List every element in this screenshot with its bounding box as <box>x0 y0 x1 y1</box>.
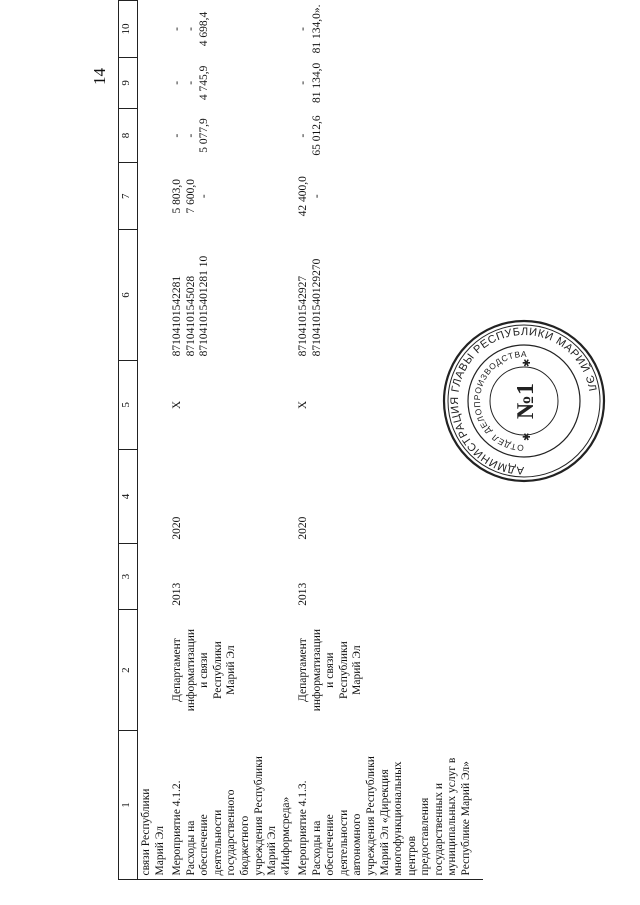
text-line: 5 077,9 <box>198 118 211 153</box>
text-line: учреждения Республики <box>365 756 377 876</box>
page-number: 14 <box>90 68 109 85</box>
text-line: 87104101542927 <box>297 275 310 357</box>
text-line: автономного <box>351 813 364 876</box>
text-line: Расходы на <box>310 820 323 876</box>
text-line: информатизации <box>184 628 197 712</box>
row1-col10 <box>169 1 295 58</box>
text-line: 65 012,6 <box>310 115 323 156</box>
text-line: Республики <box>337 641 350 699</box>
text-line: обеспечение <box>198 814 211 876</box>
text-line: связи Республики <box>140 788 152 876</box>
text-line: «Информсреда» <box>279 796 292 876</box>
text-line: - <box>297 133 310 138</box>
row1-department <box>169 610 295 731</box>
col-header-4: 4 <box>119 450 138 544</box>
text-line: деятельности <box>211 809 224 876</box>
text-line: Марий Эл <box>225 645 238 695</box>
text-line: - <box>184 27 197 31</box>
text-line: и связи <box>198 652 211 688</box>
text-line: 81 134,0». <box>310 4 323 54</box>
text-line: - <box>171 27 184 31</box>
row2-mark: Х <box>297 400 310 410</box>
col-header-8: 8 <box>119 108 138 163</box>
row2-start-year: 2013 <box>297 582 310 606</box>
row2-col7 <box>295 163 475 230</box>
text-line: Марий Эл <box>351 645 364 695</box>
text-line: 5 803,0 <box>171 178 184 214</box>
text-line: - <box>184 133 197 138</box>
stamp-inner-text: ОТДЕЛ ДЕЛОПРОИЗВОДСТВА <box>471 348 528 454</box>
text-line: Марий Эл <box>266 826 279 876</box>
text-line: центров <box>405 835 418 876</box>
col-header-2: 2 <box>119 610 138 731</box>
table-row <box>138 1 170 880</box>
text-line: - <box>198 194 211 199</box>
row2-col10 <box>295 1 475 58</box>
stamp-outer-text: АДМИНИСТРАЦИЯ ГЛАВЫ РЕСПУБЛИКИ МАРИЙ ЭЛ <box>448 325 599 477</box>
text-line: 87104101540129270 <box>310 258 323 357</box>
text-line: 42 400,0 <box>297 176 310 217</box>
text-line: 87104101542281 <box>171 275 184 357</box>
text-line: 7 600,0 <box>184 178 197 214</box>
row1-description <box>169 730 295 879</box>
col-header-5: 5 <box>119 360 138 449</box>
stamp-star-icon: ✱ <box>522 358 533 367</box>
col-header-10: 10 <box>119 1 138 58</box>
text-line: - <box>310 194 323 199</box>
row1-codes <box>169 230 295 361</box>
row1-end-year: 2020 <box>171 516 184 540</box>
header-row <box>119 1 138 880</box>
row0-description <box>138 730 170 879</box>
text-line: Марий Эл <box>153 826 166 876</box>
col-header-7: 7 <box>119 163 138 230</box>
text-line: государственных и <box>432 782 445 876</box>
text-line: бюджетного <box>238 815 251 876</box>
row2-description <box>295 730 475 879</box>
col-header-9: 9 <box>119 57 138 108</box>
text-line: 81 134,0 <box>310 62 323 103</box>
col-header-3: 3 <box>119 544 138 610</box>
text-line: 4 745,9 <box>198 65 211 101</box>
text-line: многофункциональных <box>392 761 405 876</box>
row1-mark: Х <box>171 400 184 410</box>
text-line: - <box>297 27 310 31</box>
text-line: учреждения Республики <box>252 756 265 876</box>
text-line: Департамент <box>171 638 184 702</box>
budget-table <box>118 0 476 880</box>
text-line: государственного <box>225 789 238 876</box>
text-line: 871041015401281 10 <box>198 255 211 357</box>
text-line: обеспечение <box>324 814 337 876</box>
row1-start-year: 2013 <box>171 582 184 606</box>
row2-col9 <box>295 57 475 108</box>
text-line: - <box>171 133 184 138</box>
col-header-1: 1 <box>119 730 138 879</box>
table-row <box>169 1 295 880</box>
text-line: Республики <box>211 641 224 699</box>
row1-col8 <box>169 108 295 163</box>
stamp-center-text: №1 <box>513 382 539 420</box>
text-line: Мероприятие 4.1.2. <box>171 780 184 876</box>
text-line: и связи <box>324 652 337 688</box>
row2-department <box>295 610 475 731</box>
row2-end-year: 2020 <box>297 516 310 540</box>
row1-col7 <box>169 163 295 230</box>
text-line: Департамент <box>297 638 310 702</box>
row2-col8 <box>295 108 475 163</box>
official-stamp <box>440 317 608 485</box>
text-line: информатизации <box>310 628 323 712</box>
text-line: Марий Эл «Дирекция <box>378 769 391 876</box>
col-header-6: 6 <box>119 230 138 361</box>
text-line: предоставления <box>419 797 432 876</box>
stamp-star-icon: ✱ <box>522 432 533 441</box>
text-line: деятельности <box>337 809 350 876</box>
text-line: - <box>171 80 184 85</box>
text-line: Мероприятие 4.1.3. <box>297 780 310 876</box>
text-line: Республике Марий Эл» <box>459 761 472 876</box>
text-line: муниципальных услуг в <box>446 757 459 876</box>
text-line: - <box>297 80 310 85</box>
text-line: 4 698,4 <box>198 11 211 47</box>
text-line: Расходы на <box>184 820 197 876</box>
row1-col9 <box>169 57 295 108</box>
text-line: 87104101545028 <box>184 275 197 357</box>
text-line: - <box>184 80 197 85</box>
